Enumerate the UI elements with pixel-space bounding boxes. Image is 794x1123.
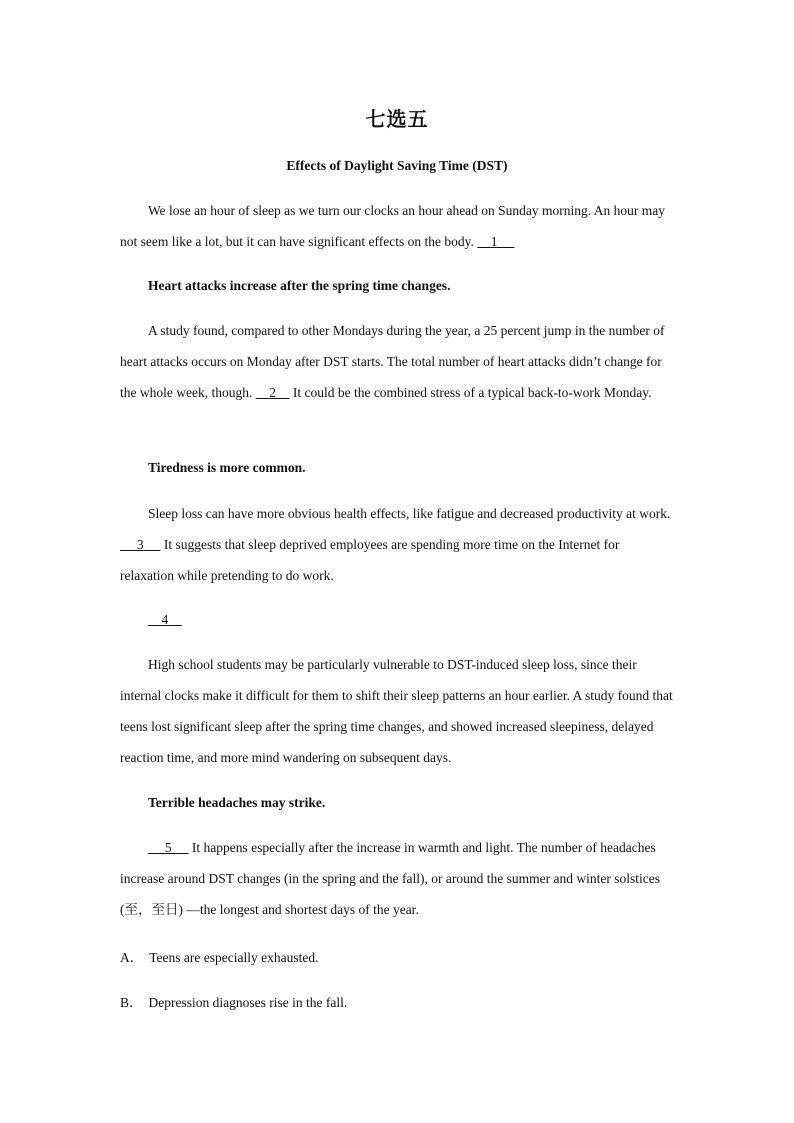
section-paragraph-3: High school students may be particularly vulnerable to DST-induced sleep loss, since their internal clocks make it difficult for them to shift their sleep patterns an hour earlier. A study found that teens lost significant sleep after the spring time changes, and showed increased sleepiness, delayed reaction time, and more mind wandering on subsequent days.	[120, 657, 673, 765]
section-heading-4: Terrible headaches may strike.	[148, 795, 326, 810]
option-a	[120, 946, 318, 966]
option-b	[120, 991, 347, 1011]
section-heading-3	[148, 612, 182, 628]
section4-text-after: It happens especially after the increase in warmth and light. The number of headaches increase around DST changes (in the spring and the fall), or around the summer and winter solstices (至，至日) —the longest and shortest days of the year.	[120, 840, 660, 917]
section2-text-before: Sleep loss can have more obvious health effects, like fatigue and decreased productivity at work.	[148, 506, 671, 521]
section1-text-after: It could be the combined stress of a typical back-to-work Monday.	[292, 385, 652, 400]
passage-title: Effects of Daylight Saving Time (DST)	[286, 158, 508, 173]
blank-1[interactable]: 1	[490, 234, 498, 249]
blank-4[interactable]: 4	[161, 612, 169, 627]
option-text: Teens are especially exhausted.	[149, 950, 319, 965]
section-paragraph-4	[120, 832, 676, 925]
section-paragraph-2	[120, 498, 676, 591]
section2-text-after: It suggests that sleep deprived employees are spending more time on the Internet for relaxation while pretending to do work.	[120, 537, 620, 583]
section-heading-1: Heart attacks increase after the spring time changes.	[148, 278, 451, 293]
section1-text-before: A study found, compared to other Mondays during the year, a 25 percent jump in the number of heart attacks occurs on Monday after DST starts. The total number of heart attacks didn’t change for the whole week, though.	[120, 323, 665, 400]
option-letter: B．	[120, 995, 143, 1010]
option-text: Depression diagnoses rise in the fall.	[148, 995, 348, 1010]
intro-text: We lose an hour of sleep as we turn our clocks an hour ahead on Sunday morning. An hour may not seem like a lot, but it can have significant effects on the body.	[120, 203, 666, 249]
page-title: 七选五	[365, 107, 429, 131]
section-paragraph-1	[120, 315, 676, 408]
option-letter: A．	[120, 950, 144, 965]
blank-3[interactable]: 3	[136, 537, 144, 552]
blank-2[interactable]: 2	[269, 385, 276, 400]
blank-5[interactable]: 5	[164, 840, 172, 855]
section-heading-2: Tiredness is more common.	[148, 460, 306, 475]
intro-paragraph	[120, 195, 676, 257]
